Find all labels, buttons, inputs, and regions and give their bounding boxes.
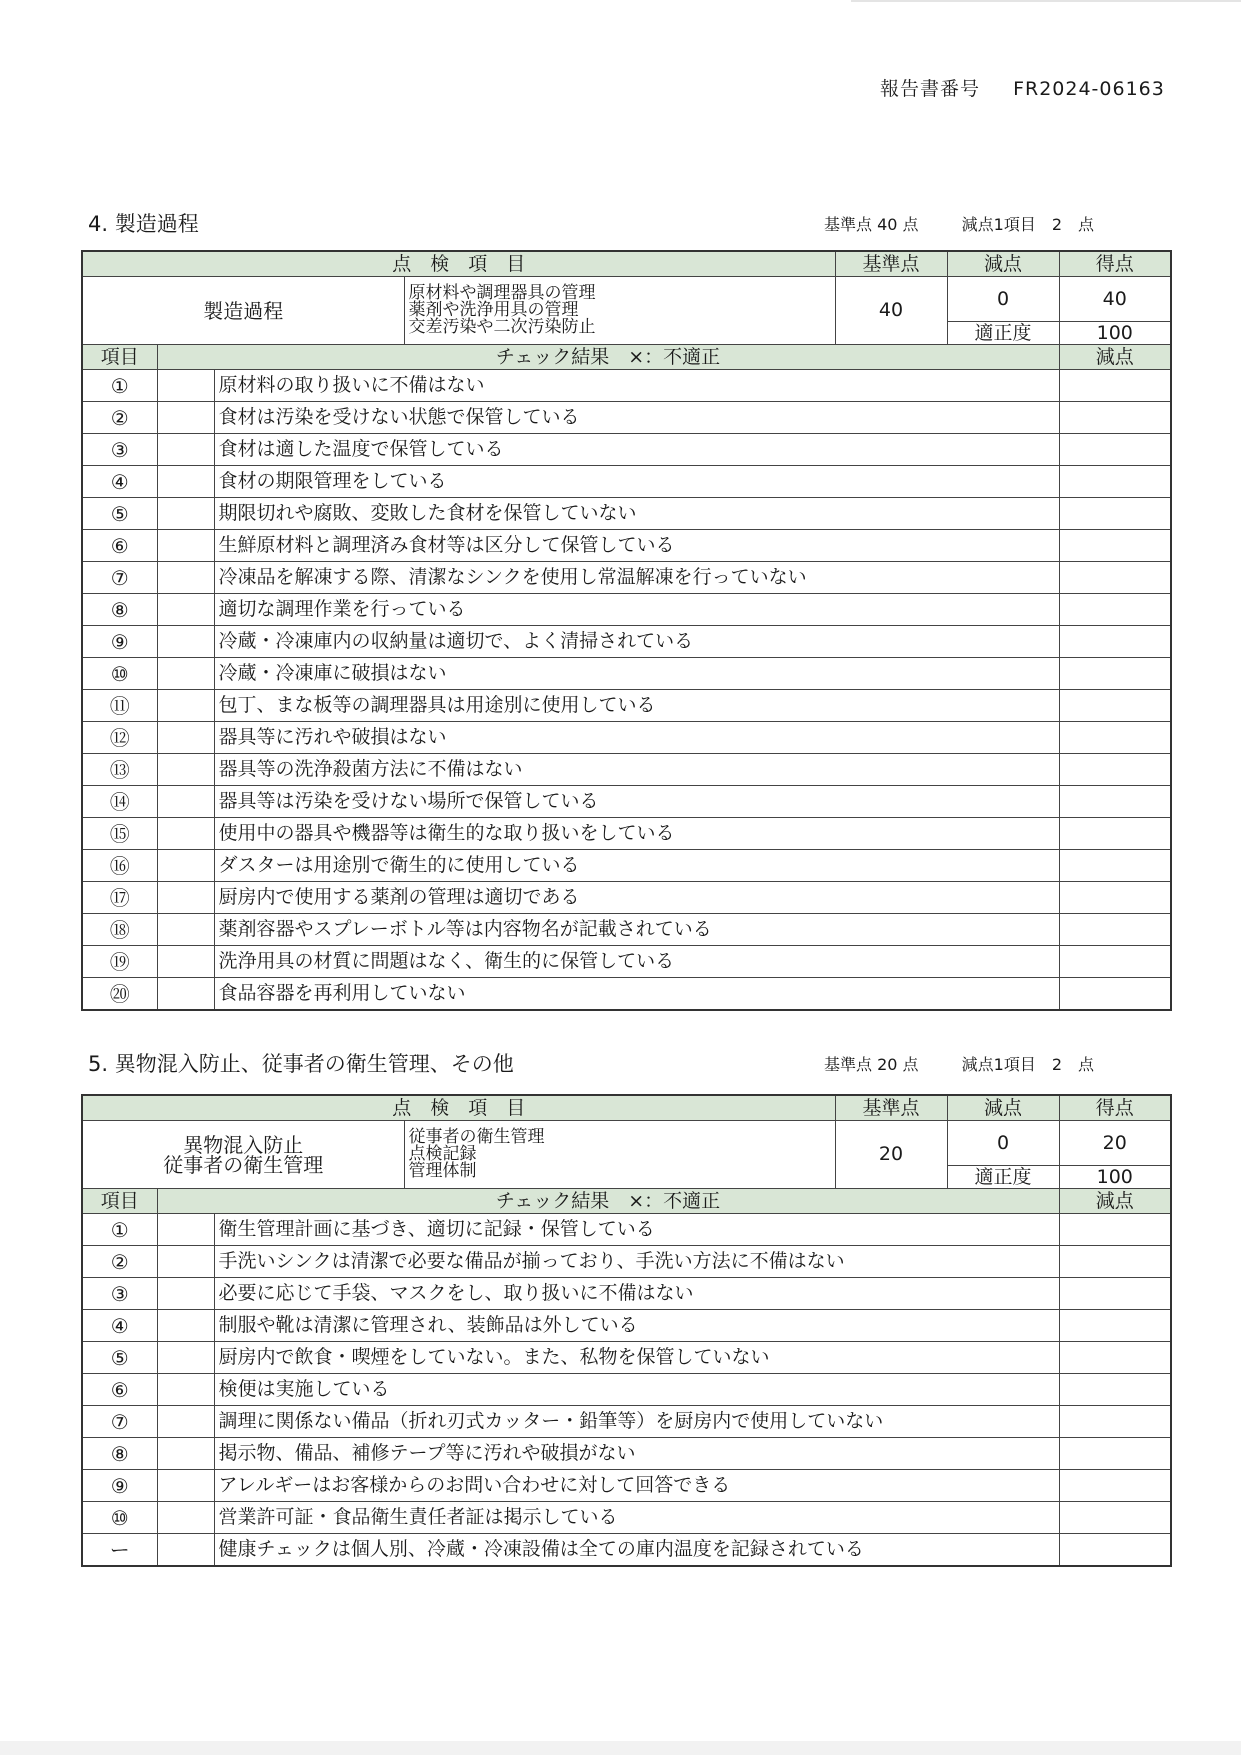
check-row-number: ⑰ [82, 882, 157, 914]
header-deduction-col: 減点 [1059, 345, 1171, 370]
report-number-value: FR2024-06163 [1013, 78, 1165, 100]
check-row-number: ⑨ [82, 1470, 157, 1502]
check-row-deduction [1059, 1342, 1171, 1374]
check-mark-cell [157, 1310, 214, 1342]
check-row [82, 1374, 1171, 1406]
check-row-number: ⑪ [82, 690, 157, 722]
check-row-text: 営業許可証・食品衛生責任者証は掲示している [214, 1502, 1059, 1534]
check-mark-cell [157, 1246, 214, 1278]
adequacy-label: 適正度 [947, 322, 1059, 345]
deduction-value: 0 [947, 1121, 1059, 1166]
check-row-number: ⑫ [82, 722, 157, 754]
check-row-deduction [1059, 722, 1171, 754]
check-mark-cell [157, 1406, 214, 1438]
check-row-text: 適切な調理作業を行っている [214, 594, 1059, 626]
check-mark-cell [157, 1438, 214, 1470]
check-row-deduction [1059, 754, 1171, 786]
check-mark-cell [157, 786, 214, 818]
check-mark-cell [157, 1470, 214, 1502]
check-mark-cell [157, 1374, 214, 1406]
check-row-deduction [1059, 978, 1171, 1011]
category-label [82, 1121, 404, 1189]
check-row-deduction [1059, 914, 1171, 946]
check-row-number: ① [82, 1214, 157, 1246]
check-row-deduction [1059, 402, 1171, 434]
header-inspection-item: 点 検 項 目 [82, 1095, 835, 1121]
check-row-deduction [1059, 1438, 1171, 1470]
section-4-note [824, 212, 1094, 235]
check-mark-cell [157, 754, 214, 786]
check-row-deduction [1059, 1502, 1171, 1534]
check-row-deduction [1059, 626, 1171, 658]
check-row-text: 必要に応じて手袋、マスクをし、取り扱いに不備はない [214, 1278, 1059, 1310]
scope-item: 管理体制 [408, 1161, 477, 1181]
check-row-text: 冷蔵・冷凍庫内の収納量は適切で、よく清掃されている [214, 626, 1059, 658]
scope-list [404, 1121, 835, 1189]
check-row [82, 594, 1171, 626]
check-row [82, 562, 1171, 594]
check-row-number: ③ [82, 434, 157, 466]
section-5-note [824, 1052, 1094, 1075]
check-row [82, 818, 1171, 850]
header-inspection-item: 点 検 項 目 [82, 251, 835, 277]
check-mark-cell [157, 1214, 214, 1246]
check-mark-cell [157, 434, 214, 466]
scope-item: 原材料や調理器具の管理 [408, 283, 596, 303]
check-row-deduction [1059, 466, 1171, 498]
scan-edge-bottom [0, 1741, 1241, 1755]
check-mark-cell [157, 466, 214, 498]
check-row-text: 期限切れや腐敗、変敗した食材を保管していない [214, 498, 1059, 530]
summary-row [82, 1121, 1171, 1166]
check-row [82, 1406, 1171, 1438]
adequacy-label: 適正度 [947, 1166, 1059, 1189]
header-check-result: チェック結果 ×：不適正 [157, 345, 1059, 370]
header-base-score: 基準点 [835, 251, 947, 277]
check-row-text: 検便は実施している [214, 1374, 1059, 1406]
check-row [82, 1342, 1171, 1374]
check-row-deduction [1059, 1470, 1171, 1502]
check-mark-cell [157, 530, 214, 562]
check-mark-cell [157, 562, 214, 594]
check-row-deduction [1059, 658, 1171, 690]
check-row-text: 制服や靴は清潔に管理され、装飾品は外している [214, 1310, 1059, 1342]
check-row [82, 1470, 1171, 1502]
section-4-check-rows [82, 370, 1171, 1011]
check-row-deduction [1059, 1278, 1171, 1310]
report-number-label: 報告書番号 [880, 78, 981, 100]
check-row-text: 掲示物、備品、補修テープ等に汚れや破損がない [214, 1438, 1059, 1470]
base-score-value: 20 [835, 1121, 947, 1189]
scan-edge-top [851, 0, 1241, 2]
check-row [82, 1310, 1171, 1342]
score-value: 20 [1059, 1121, 1171, 1166]
check-row-number: ⑳ [82, 978, 157, 1011]
check-row-text: 手洗いシンクは清潔で必要な備品が揃っており、手洗い方法に不備はない [214, 1246, 1059, 1278]
scope-item: 従事者の衛生管理 [408, 1127, 545, 1147]
category-label: 製造過程 [82, 277, 404, 345]
check-mark-cell [157, 1534, 214, 1567]
adequacy-value: 100 [1059, 1166, 1171, 1189]
check-row-number: ① [82, 370, 157, 402]
check-mark-cell [157, 914, 214, 946]
header-item: 項目 [82, 345, 157, 370]
check-mark-cell [157, 1342, 214, 1374]
check-mark-cell [157, 594, 214, 626]
check-row [82, 370, 1171, 402]
check-row-number: ⑧ [82, 1438, 157, 1470]
check-mark-cell [157, 370, 214, 402]
check-row [82, 498, 1171, 530]
check-row-text: 食材は汚染を受けない状態で保管している [214, 402, 1059, 434]
report-number [880, 74, 1165, 101]
check-row-deduction [1059, 850, 1171, 882]
header-deduction: 減点 [947, 1095, 1059, 1121]
check-row-number: ⑩ [82, 658, 157, 690]
check-row-text: 生鮮原材料と調理済み食材等は区分して保管している [214, 530, 1059, 562]
check-row-text: 原材料の取り扱いに不備はない [214, 370, 1059, 402]
check-row-deduction [1059, 882, 1171, 914]
check-row-text: 食材は適した温度で保管している [214, 434, 1059, 466]
section-5-title: 5. 異物混入防止、従事者の衛生管理、その他 [88, 1052, 514, 1076]
check-row-number: ④ [82, 466, 157, 498]
check-mark-cell [157, 626, 214, 658]
check-row-number: ② [82, 402, 157, 434]
check-mark-cell [157, 690, 214, 722]
check-row-text: 厨房内で使用する薬剤の管理は適切である [214, 882, 1059, 914]
check-row [82, 434, 1171, 466]
check-row [82, 402, 1171, 434]
check-row-deduction [1059, 946, 1171, 978]
scope-item: 点検記録 [408, 1144, 477, 1164]
check-mark-cell [157, 658, 214, 690]
section-4-deduct-note: 減点1項目 2 点 [961, 215, 1095, 234]
check-row-text: 食品容器を再利用していない [214, 978, 1059, 1011]
check-row-number: ⑤ [82, 498, 157, 530]
header-score: 得点 [1059, 1095, 1171, 1121]
check-row-deduction [1059, 1534, 1171, 1567]
check-header-row [82, 1189, 1171, 1214]
table-header-row [82, 1095, 1171, 1121]
check-row-number: ⑦ [82, 562, 157, 594]
check-row-number: ⑯ [82, 850, 157, 882]
check-mark-cell [157, 498, 214, 530]
check-row [82, 754, 1171, 786]
check-row [82, 690, 1171, 722]
check-row-text: 調理に関係ない備品（折れ刃式カッター・鉛筆等）を厨房内で使用していない [214, 1406, 1059, 1438]
check-mark-cell [157, 818, 214, 850]
check-row-deduction [1059, 498, 1171, 530]
section-5-check-rows [82, 1214, 1171, 1567]
check-row-text: 洗浄用具の材質に問題はなく、衛生的に保管している [214, 946, 1059, 978]
check-row-number: ー [82, 1534, 157, 1567]
check-row-number: ④ [82, 1310, 157, 1342]
section-5-deduct-note: 減点1項目 2 点 [961, 1055, 1095, 1074]
check-row [82, 1438, 1171, 1470]
check-row-text: 包丁、まな板等の調理器具は用途別に使用している [214, 690, 1059, 722]
check-row-deduction [1059, 594, 1171, 626]
category-line: 従事者の衛生管理 [163, 1152, 324, 1177]
check-row-number: ② [82, 1246, 157, 1278]
header-deduction: 減点 [947, 251, 1059, 277]
section-5-table [81, 1094, 1172, 1567]
check-row-text: 冷凍品を解凍する際、清潔なシンクを使用し常温解凍を行っていない [214, 562, 1059, 594]
check-row-deduction [1059, 1374, 1171, 1406]
check-row-text: 厨房内で飲食・喫煙をしていない。また、私物を保管していない [214, 1342, 1059, 1374]
check-mark-cell [157, 946, 214, 978]
check-header-row [82, 345, 1171, 370]
check-mark-cell [157, 1278, 214, 1310]
check-row-text: 健康チェックは個人別、冷蔵・冷凍設備は全ての庫内温度を記録されている [214, 1534, 1059, 1567]
check-row [82, 1214, 1171, 1246]
check-row-number: ⑥ [82, 530, 157, 562]
check-row [82, 1246, 1171, 1278]
header-item: 項目 [82, 1189, 157, 1214]
section-4-table [81, 250, 1172, 1011]
check-row-text: 食材の期限管理をしている [214, 466, 1059, 498]
score-value: 40 [1059, 277, 1171, 322]
check-row-deduction [1059, 1406, 1171, 1438]
check-row-text: 薬剤容器やスプレーボトル等は内容物名が記載されている [214, 914, 1059, 946]
deduction-value: 0 [947, 277, 1059, 322]
check-row [82, 1278, 1171, 1310]
check-row-text: 器具等は汚染を受けない場所で保管している [214, 786, 1059, 818]
check-row [82, 946, 1171, 978]
check-row-text: ダスターは用途別で衛生的に使用している [214, 850, 1059, 882]
check-mark-cell [157, 850, 214, 882]
check-row-text: 使用中の器具や機器等は衛生的な取り扱いをしている [214, 818, 1059, 850]
check-row-number: ⑲ [82, 946, 157, 978]
check-row-deduction [1059, 690, 1171, 722]
check-row-deduction [1059, 562, 1171, 594]
check-row [82, 722, 1171, 754]
check-row-deduction [1059, 370, 1171, 402]
base-score-value: 40 [835, 277, 947, 345]
check-row-number: ⑥ [82, 1374, 157, 1406]
check-row-text: アレルギーはお客様からのお問い合わせに対して回答できる [214, 1470, 1059, 1502]
check-row-number: ⑤ [82, 1342, 157, 1374]
check-row [82, 658, 1171, 690]
check-row [82, 914, 1171, 946]
scope-item: 交差汚染や二次汚染防止 [408, 317, 596, 337]
check-row [82, 530, 1171, 562]
check-mark-cell [157, 722, 214, 754]
header-score: 得点 [1059, 251, 1171, 277]
check-row-text: 器具等の洗浄殺菌方法に不備はない [214, 754, 1059, 786]
check-row [82, 850, 1171, 882]
check-mark-cell [157, 1502, 214, 1534]
section-4-base-note: 基準点 40 点 [824, 215, 919, 234]
check-row [82, 626, 1171, 658]
section-5-base-note: 基準点 20 点 [824, 1055, 919, 1074]
check-mark-cell [157, 882, 214, 914]
check-row-text: 衛生管理計画に基づき、適切に記録・保管している [214, 1214, 1059, 1246]
check-row-number: ⑦ [82, 1406, 157, 1438]
check-row-deduction [1059, 1214, 1171, 1246]
check-mark-cell [157, 402, 214, 434]
check-row [82, 466, 1171, 498]
check-row-deduction [1059, 1246, 1171, 1278]
check-row-text: 器具等に汚れや破損はない [214, 722, 1059, 754]
check-row-deduction [1059, 818, 1171, 850]
check-row-number: ③ [82, 1278, 157, 1310]
check-row-number: ⑱ [82, 914, 157, 946]
table-header-row [82, 251, 1171, 277]
check-row-number: ⑭ [82, 786, 157, 818]
header-base-score: 基準点 [835, 1095, 947, 1121]
check-row-deduction [1059, 786, 1171, 818]
header-deduction-col: 減点 [1059, 1189, 1171, 1214]
check-row [82, 1502, 1171, 1534]
section-4-title: 4. 製造過程 [88, 212, 199, 236]
check-row-number: ⑩ [82, 1502, 157, 1534]
check-row [82, 786, 1171, 818]
check-row [82, 882, 1171, 914]
summary-row [82, 277, 1171, 322]
check-row [82, 1534, 1171, 1567]
adequacy-value: 100 [1059, 322, 1171, 345]
check-row [82, 978, 1171, 1011]
check-mark-cell [157, 978, 214, 1011]
scope-list [404, 277, 835, 345]
check-row-number: ⑮ [82, 818, 157, 850]
check-row-number: ⑧ [82, 594, 157, 626]
check-row-deduction [1059, 434, 1171, 466]
check-row-number: ⑬ [82, 754, 157, 786]
scope-item: 薬剤や洗浄用具の管理 [408, 300, 579, 320]
header-check-result: チェック結果 ×：不適正 [157, 1189, 1059, 1214]
check-row-number: ⑨ [82, 626, 157, 658]
check-row-deduction [1059, 530, 1171, 562]
category-line: 異物混入防止 [183, 1132, 304, 1157]
check-row-deduction [1059, 1310, 1171, 1342]
check-row-text: 冷蔵・冷凍庫に破損はない [214, 658, 1059, 690]
